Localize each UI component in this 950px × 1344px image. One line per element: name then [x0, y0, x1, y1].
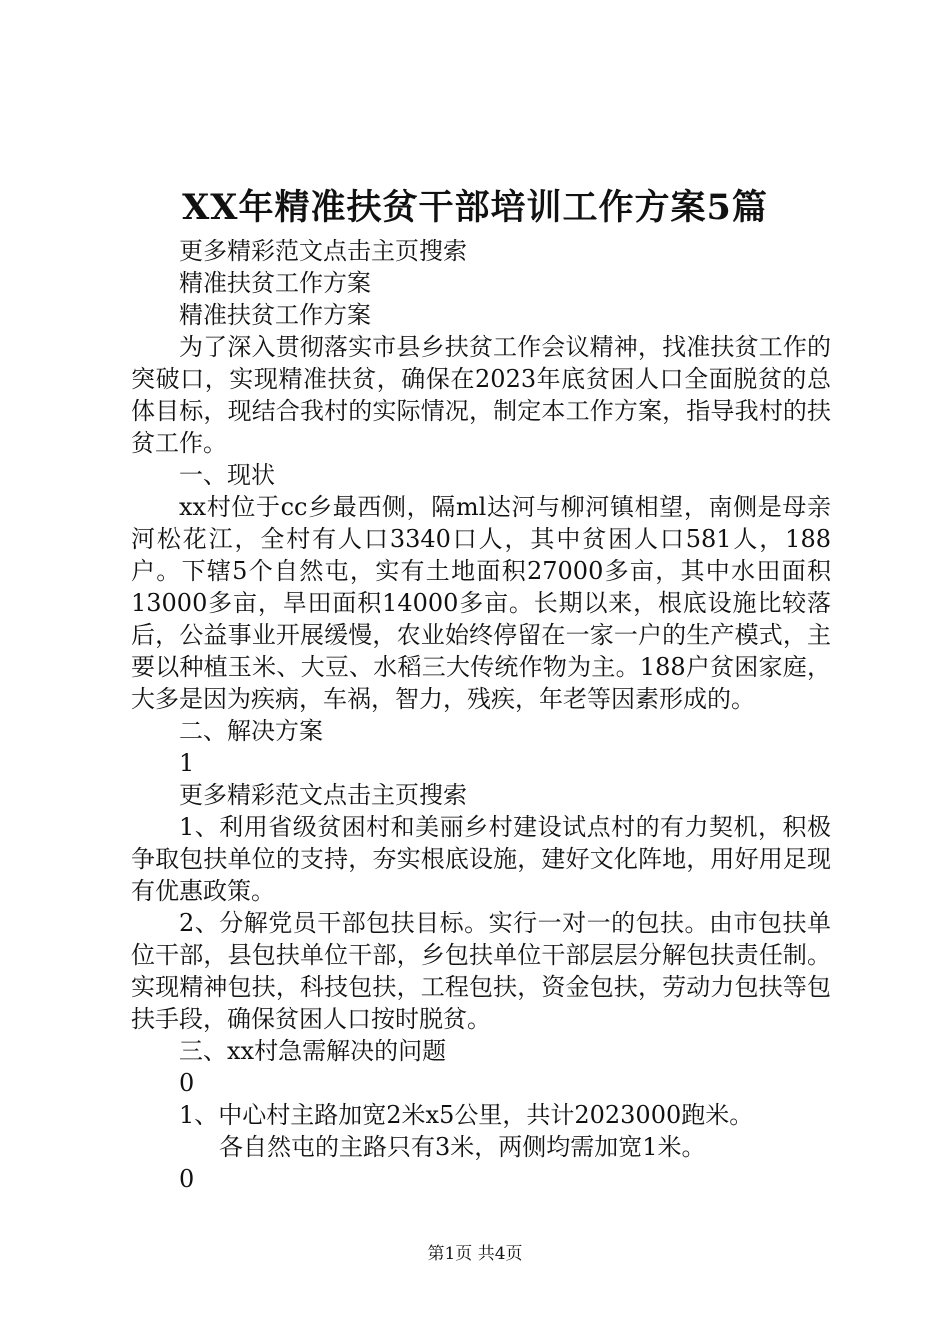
page-footer: 第1页 共4页: [427, 1244, 523, 1264]
problem-detail: 各自然屯的主路只有3米，两侧均需加宽1米。: [219, 1133, 706, 1161]
number-line: 1: [179, 749, 195, 777]
subtitle-line: 精准扶贫工作方案: [179, 269, 371, 297]
subtitle-line: 精准扶贫工作方案: [179, 301, 371, 329]
solution-paragraph: 1、利用省级贫困村和美丽乡村建设试点村的有力契机，积极争取包扶单位的支持，夯实根底设施，建好文化阵地，用好用足现有优惠政策。: [131, 813, 831, 905]
number-line: 0: [179, 1165, 195, 1193]
promo-line: 更多精彩范文点击主页搜索: [179, 237, 467, 265]
promo-line: 更多精彩范文点击主页搜索: [179, 781, 467, 809]
intro-paragraph: 为了深入贯彻落实市县乡扶贫工作会议精神，找准扶贫工作的突破口，实现精准扶贫，确保在2023年底贫困人口全面脱贫的总体目标，现结合我村的实际情况，制定本工作方案，指导我村的扶贫工作。: [131, 333, 831, 457]
solution-paragraph: 2、分解党员干部包扶目标。实行一对一的包扶。由市包扶单位干部，县包扶单位干部，乡包扶单位干部层层分解包扶责任制。实现精神包扶，科技包扶，工程包扶，资金包扶，劳动力包扶等包扶手段，确保贫困人口按时脱贫。: [131, 909, 831, 1033]
status-paragraph: xx村位于cc乡最西侧，隔ml达河与柳河镇相望，南侧是母亲河松花江，全村有人口3340口人，其中贫困人口581人，188户。下辖5个自然屯，实有土地面积27000多亩，其中水田面积13000多亩，旱田面积14000多亩。长期以来，根底设施比较落后，公益事业开展缓慢，农业始终停留在一家一户的生产模式，主要以种植玉米、大豆、水稻三大传统作物为主。188户贫困家庭，大多是因为疾病，车祸，智力，残疾，年老等因素形成的。: [131, 493, 831, 713]
section-heading: 一、现状: [179, 461, 275, 489]
section-heading: 二、解决方案: [179, 717, 323, 745]
number-line: 0: [179, 1069, 195, 1097]
document-title: XX年精准扶贫干部培训工作方案5篇: [182, 187, 768, 228]
document-body: [131, 235, 831, 1195]
section-heading: 三、xx村急需解决的问题: [179, 1037, 447, 1065]
problem-item: 1、中心村主路加宽2米x5公里，共计2023000跑米。: [179, 1101, 754, 1129]
